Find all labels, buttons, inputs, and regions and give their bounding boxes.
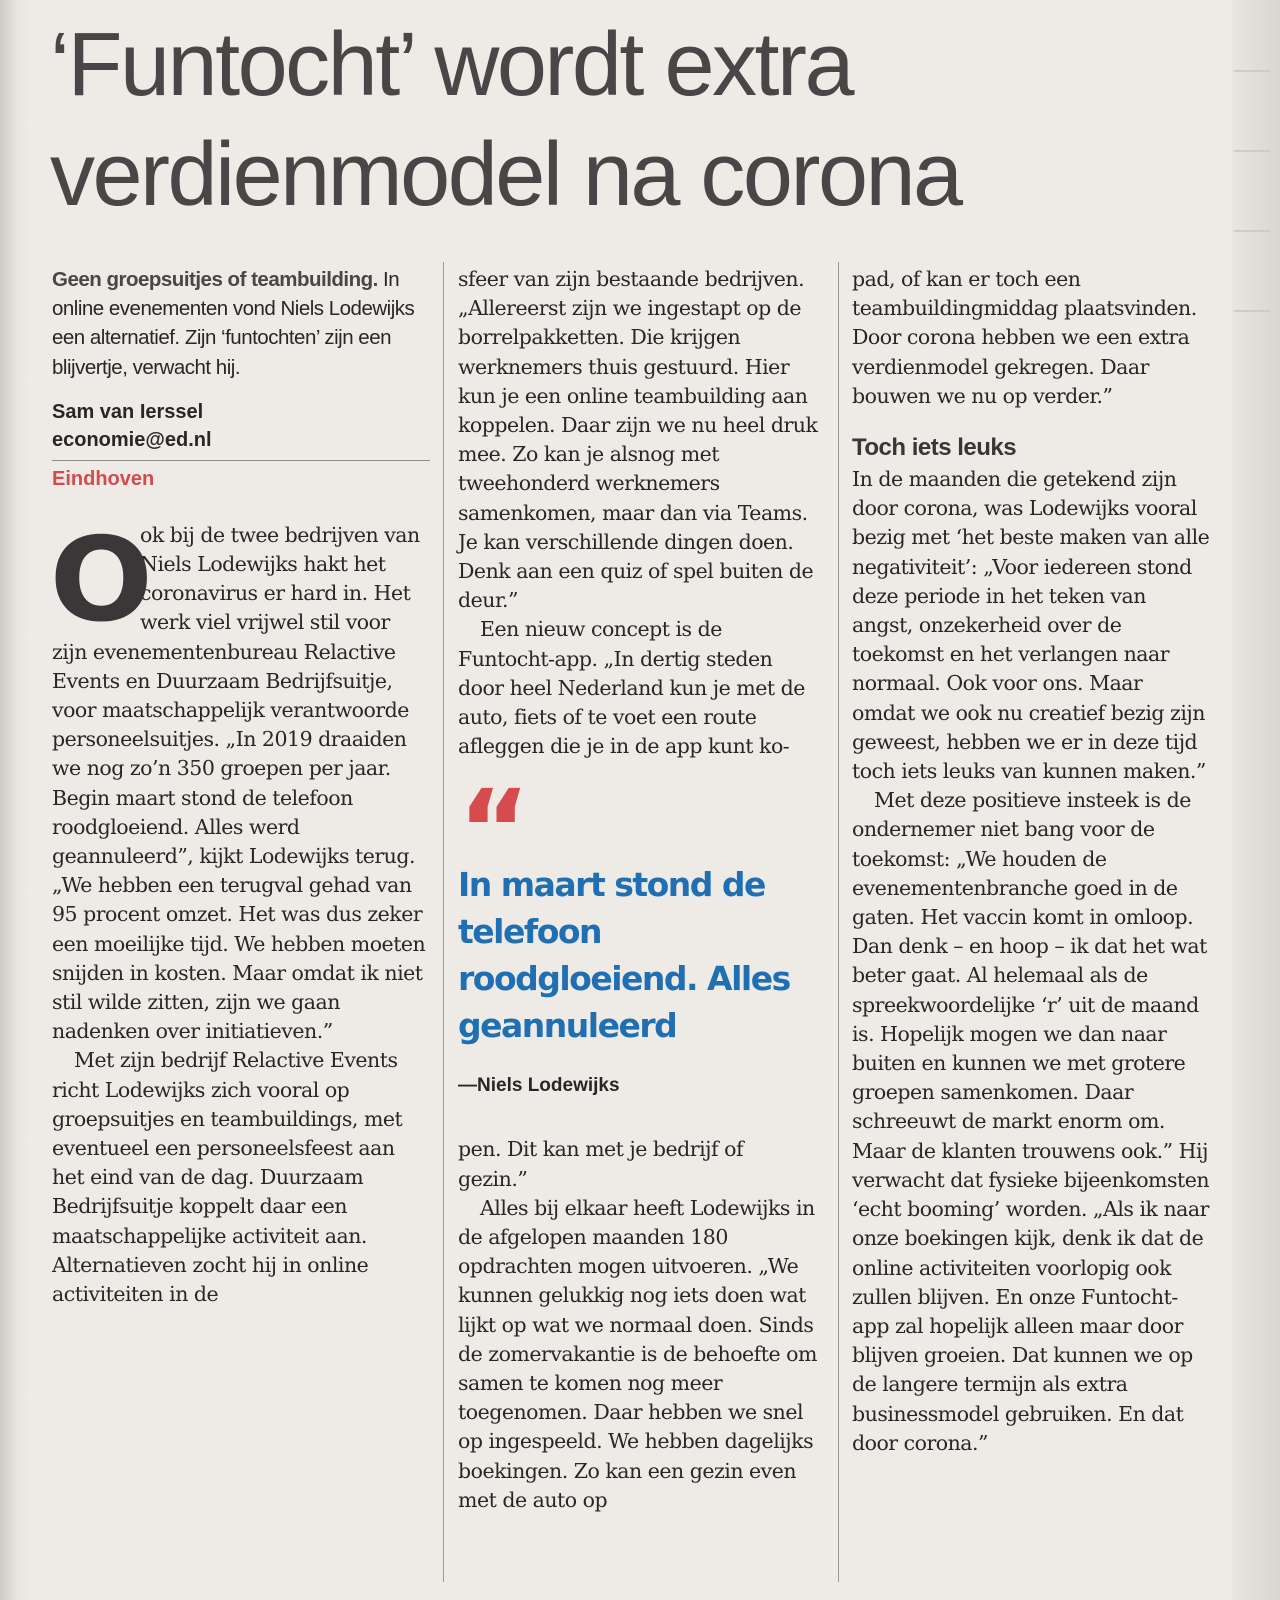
column-2 bbox=[458, 265, 818, 1515]
body-paragraph: Alles bij elkaar heeft Lodewijks in de afgelopen maanden 180 opdrachten mogen uitvoeren. „We kunnen gelukkig nog iets doen wat lijkt op wat we normaal doen. Sinds de zomervakantie is de behoefte om samen te komen nog meer toegenomen. Daar hebben we snel op ingespeeld. We hebben dagelijks boekingen. Zo kan een gezin even met de auto op bbox=[458, 1195, 817, 1512]
body-paragraph: Met zijn bedrijf Relactive Events richt Lodewijks zich vooral op groepsuitjes en teambuildings, met eventueel een personeelsfeest aan het eind van de dag. Duurzaam Bedrijfsuitje koppelt daar een maatschappelijke activiteit aan. Alternatieven zocht hij in online activiteiten in de bbox=[52, 1048, 403, 1307]
body-paragraph: pad, of kan er toch een teambuildingmiddag plaatsvinden. Door corona hebben we een extra verdienmodel gekregen. Daar bouwen we nu op verder.” bbox=[852, 267, 1197, 408]
column-divider bbox=[443, 262, 444, 1582]
bleed-through-line bbox=[1234, 70, 1270, 72]
column-1 bbox=[49, 265, 430, 1309]
author-email: economie@ed.nl bbox=[52, 428, 212, 451]
lead-paragraph bbox=[52, 265, 430, 382]
bleed-through-line bbox=[1234, 310, 1270, 312]
quote-mark-icon: “ bbox=[458, 766, 523, 895]
pull-quote-text: In maart stond de telefoon roodgloeiend. Alles geannuleerd bbox=[458, 865, 790, 1046]
pull-quote bbox=[458, 766, 818, 1097]
lead-text: In online evenementen vond Niels Lodewijks een alternatief. Zijn ‘funtochten’ zijn een blijvertje, verwacht hij. bbox=[52, 268, 415, 379]
page-edge-right bbox=[1232, 0, 1280, 1600]
body-paragraph: pen. Dit kan met je bedrijf of gezin.” bbox=[458, 1137, 744, 1191]
pull-quote-author: —Niels Lodewijks bbox=[458, 1075, 620, 1097]
bleed-through-line bbox=[1234, 150, 1270, 152]
body-paragraph: Met deze positieve insteek is de ondernemer niet bang voor de toekomst: „We houden de evenementenbranche goed in de gaten. Het vaccin komt in omloop. Dan denk – en hoop – ik dat het wat beter gaat. Al helemaal als de spreekwoordelijke ‘r’ uit de maand is. Hopelijk mogen we dan naar buiten en kunnen we met grotere groepen samenkomen. Daar schreeuwt de markt enorm om. Maar de klanten trouwens ook.” Hij verwacht dat fysieke bijeenkomsten ‘echt booming’ worden. „Als ik naar onze boekingen kijk, denk ik dat de online activiteiten voorlopig ook zullen blijven. En onze Funtocht-app zal hopelijk alleen maar door blijven groeien. Dat kunnen we op de langere termijn als extra businessmodel gebruiken. En dat door corona.” bbox=[852, 788, 1210, 1455]
lead-bold: Geen groepsuitjes of teambuilding. bbox=[52, 268, 378, 291]
body-paragraph: Een nieuw concept is de Funtocht-app. „In dertig steden door heel Nederland kun je met de auto, fiets of te voet een route afleggen die je in de app kunt ko- bbox=[458, 617, 805, 759]
drop-cap bbox=[49, 512, 154, 648]
drop-cap-letter: O bbox=[49, 512, 154, 648]
page-edge-left bbox=[0, 0, 28, 1600]
column-divider bbox=[838, 262, 839, 1582]
body-paragraph: sfeer van zijn bestaande bedrijven. „Allereerst zijn we ingestapt op de borrelpakketten. Die krijgen werknemers thuis gestuurd. Hier kun je een online teambuilding aan koppelen. Daar zijn we nu heel druk mee. Zo kan je alsnog met tweehonderd werknemers samenkomen, maar dan via Teams. Je kan verschillende dingen doen. Denk aan een quiz of spel buiten de deur.” bbox=[458, 267, 818, 613]
byline-rule bbox=[52, 460, 430, 461]
dateline-location: Eindhoven bbox=[52, 467, 155, 490]
bleed-through-line bbox=[1234, 230, 1270, 232]
column-3 bbox=[852, 265, 1210, 1458]
subheading: Toch iets leuks bbox=[852, 434, 1017, 462]
body-paragraph: In de maanden die getekend zijn door corona, was Lodewijks vooral bezig met ‘het beste maken van alle negativiteit’: „Voor iedereen stond deze periode in het teken van angst, onzekerheid over de toekomst en het verlangen naar normaal. Ook voor ons. Maar omdat we ook nu creatief bezig zijn geweest, hebben we er in deze tijd toch iets leuks van kunnen maken.” bbox=[852, 467, 1210, 784]
body-paragraph: ok bij de twee bedrijven van Niels Lodewijks hakt het coronavirus er hard in. Het werk viel vrijwel stil voor zijn evenementenbureau Relactive Events en Duurzaam Bedrijfsuitje, voor maatschappelijk verantwoorde personeelsuitjes. „In 2019 draaiden we nog zo’n 350 groepen per jaar. Begin maart stond de telefoon roodgloeiend. Alles werd geannuleerd”, kijkt Lodewijks terug. „We hebben een terugval gehad van 95 procent omzet. Het was dus zeker een moeilijke tijd. We hebben moeten snijden in kosten. Maar omdat ik niet stil wilde zitten, zijn we gaan nadenken over initiatieven.” bbox=[52, 522, 426, 1044]
byline bbox=[52, 398, 430, 493]
headline: ‘Funtocht’ wordt extra verdienmodel na corona bbox=[50, 15, 961, 225]
author-name: Sam van Ierssel bbox=[52, 400, 204, 423]
